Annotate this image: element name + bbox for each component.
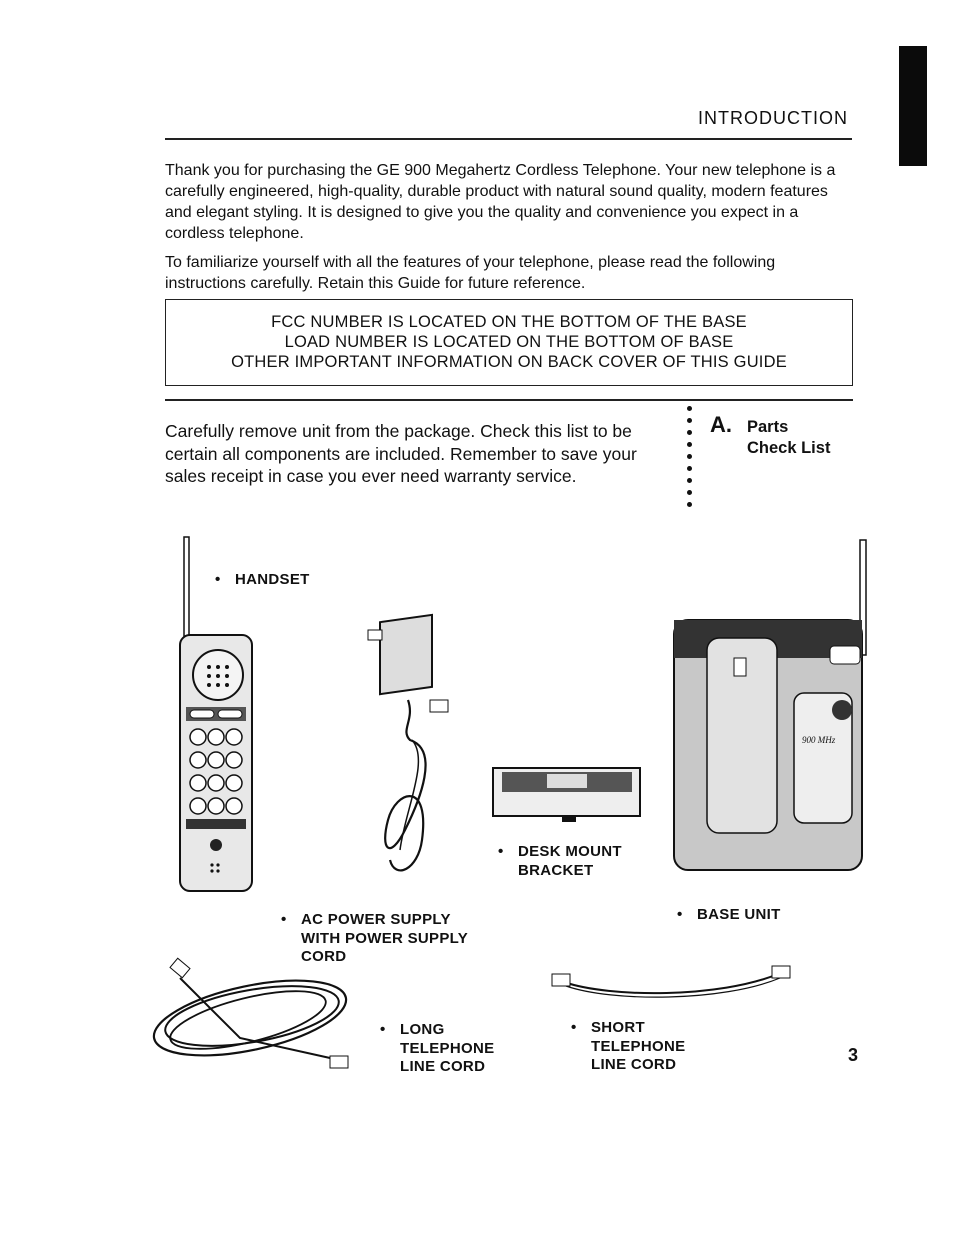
desk-mount-label: [498, 843, 622, 880]
fcc-notice-box: [165, 299, 853, 386]
base-unit-label-text: BASE UNIT: [697, 906, 781, 923]
intro-text: [165, 160, 855, 302]
bullet: •: [215, 571, 221, 588]
section-heading-line-1: Parts: [747, 418, 789, 436]
long-cord-label: [380, 1021, 495, 1077]
long-cord-illustration: [150, 958, 360, 1078]
base-badge-text: 900 MHz: [802, 735, 836, 745]
handset-label-text: HANDSET: [235, 571, 310, 588]
page-number: 3: [848, 1045, 859, 1065]
bullet: •: [498, 843, 504, 860]
notice-line-1: FCC NUMBER IS LOCATED ON THE BOTTOM OF THE BASE: [271, 313, 747, 331]
section-rule: [165, 399, 853, 401]
desk-mount-label-line-1: DESK MOUNT: [518, 843, 622, 860]
section-heading-line-2: Check List: [747, 439, 831, 457]
short-cord-label-line-3: LINE CORD: [591, 1056, 677, 1073]
ac-power-label-line-3: CORD: [301, 948, 347, 965]
notice-line-3: OTHER IMPORTANT INFORMATION ON BACK COVER OF THIS GUIDE: [231, 353, 787, 371]
ac-power-label-line-1: AC POWER SUPPLY: [301, 911, 451, 928]
section-title: INTRODUCTION: [698, 108, 848, 128]
ac-power-label-line-2: WITH POWER SUPPLY: [301, 929, 469, 947]
base-unit-label: [677, 906, 781, 925]
parts-intro-text: Carefully remove unit from the package. Check this list to be certain all components are included. Remember to save your sales receipt in case you ever need warranty service.: [165, 421, 637, 486]
desk-mount-illustration: [492, 766, 642, 824]
ac-adapter-illustration: [360, 600, 470, 890]
intro-paragraph-2: To familiarize yourself with all the features of your telephone, please read the following instructions carefully. Retain this Guide for future reference.: [165, 254, 776, 292]
bullet: •: [571, 1019, 577, 1036]
desk-mount-label-line-2: BRACKET: [518, 861, 594, 879]
long-cord-label-line-1: LONG: [400, 1021, 445, 1038]
bullet: •: [281, 911, 287, 928]
base-unit-illustration: [672, 538, 877, 878]
notice-line-2: LOAD NUMBER IS LOCATED ON THE BOTTOM OF BASE: [284, 333, 734, 351]
bullet: •: [677, 906, 683, 923]
section-heading: [747, 417, 830, 459]
short-cord-illustration: [550, 964, 795, 1004]
short-cord-label: [571, 1019, 686, 1075]
section-tab-marker: [899, 46, 927, 166]
long-cord-label-line-3: LINE CORD: [400, 1058, 486, 1075]
section-letter: A.: [710, 412, 732, 437]
header-rule: [165, 138, 852, 140]
short-cord-label-line-1: SHORT: [591, 1019, 645, 1036]
intro-paragraph-1: Thank you for purchasing the GE 900 Megahertz Cordless Telephone. Your new telephone is a carefully engineered, high-quality, durable product with natural sound quality, modern features and elegant styling. It is designed to give you the quality and convenience you expect in a cordless telephone.: [165, 162, 836, 242]
short-cord-label-line-2: TELEPHONE: [591, 1037, 686, 1055]
bullet: •: [380, 1021, 386, 1038]
handset-label: [215, 571, 310, 590]
dotted-divider: [686, 406, 694, 514]
long-cord-label-line-2: TELEPHONE: [400, 1039, 495, 1057]
